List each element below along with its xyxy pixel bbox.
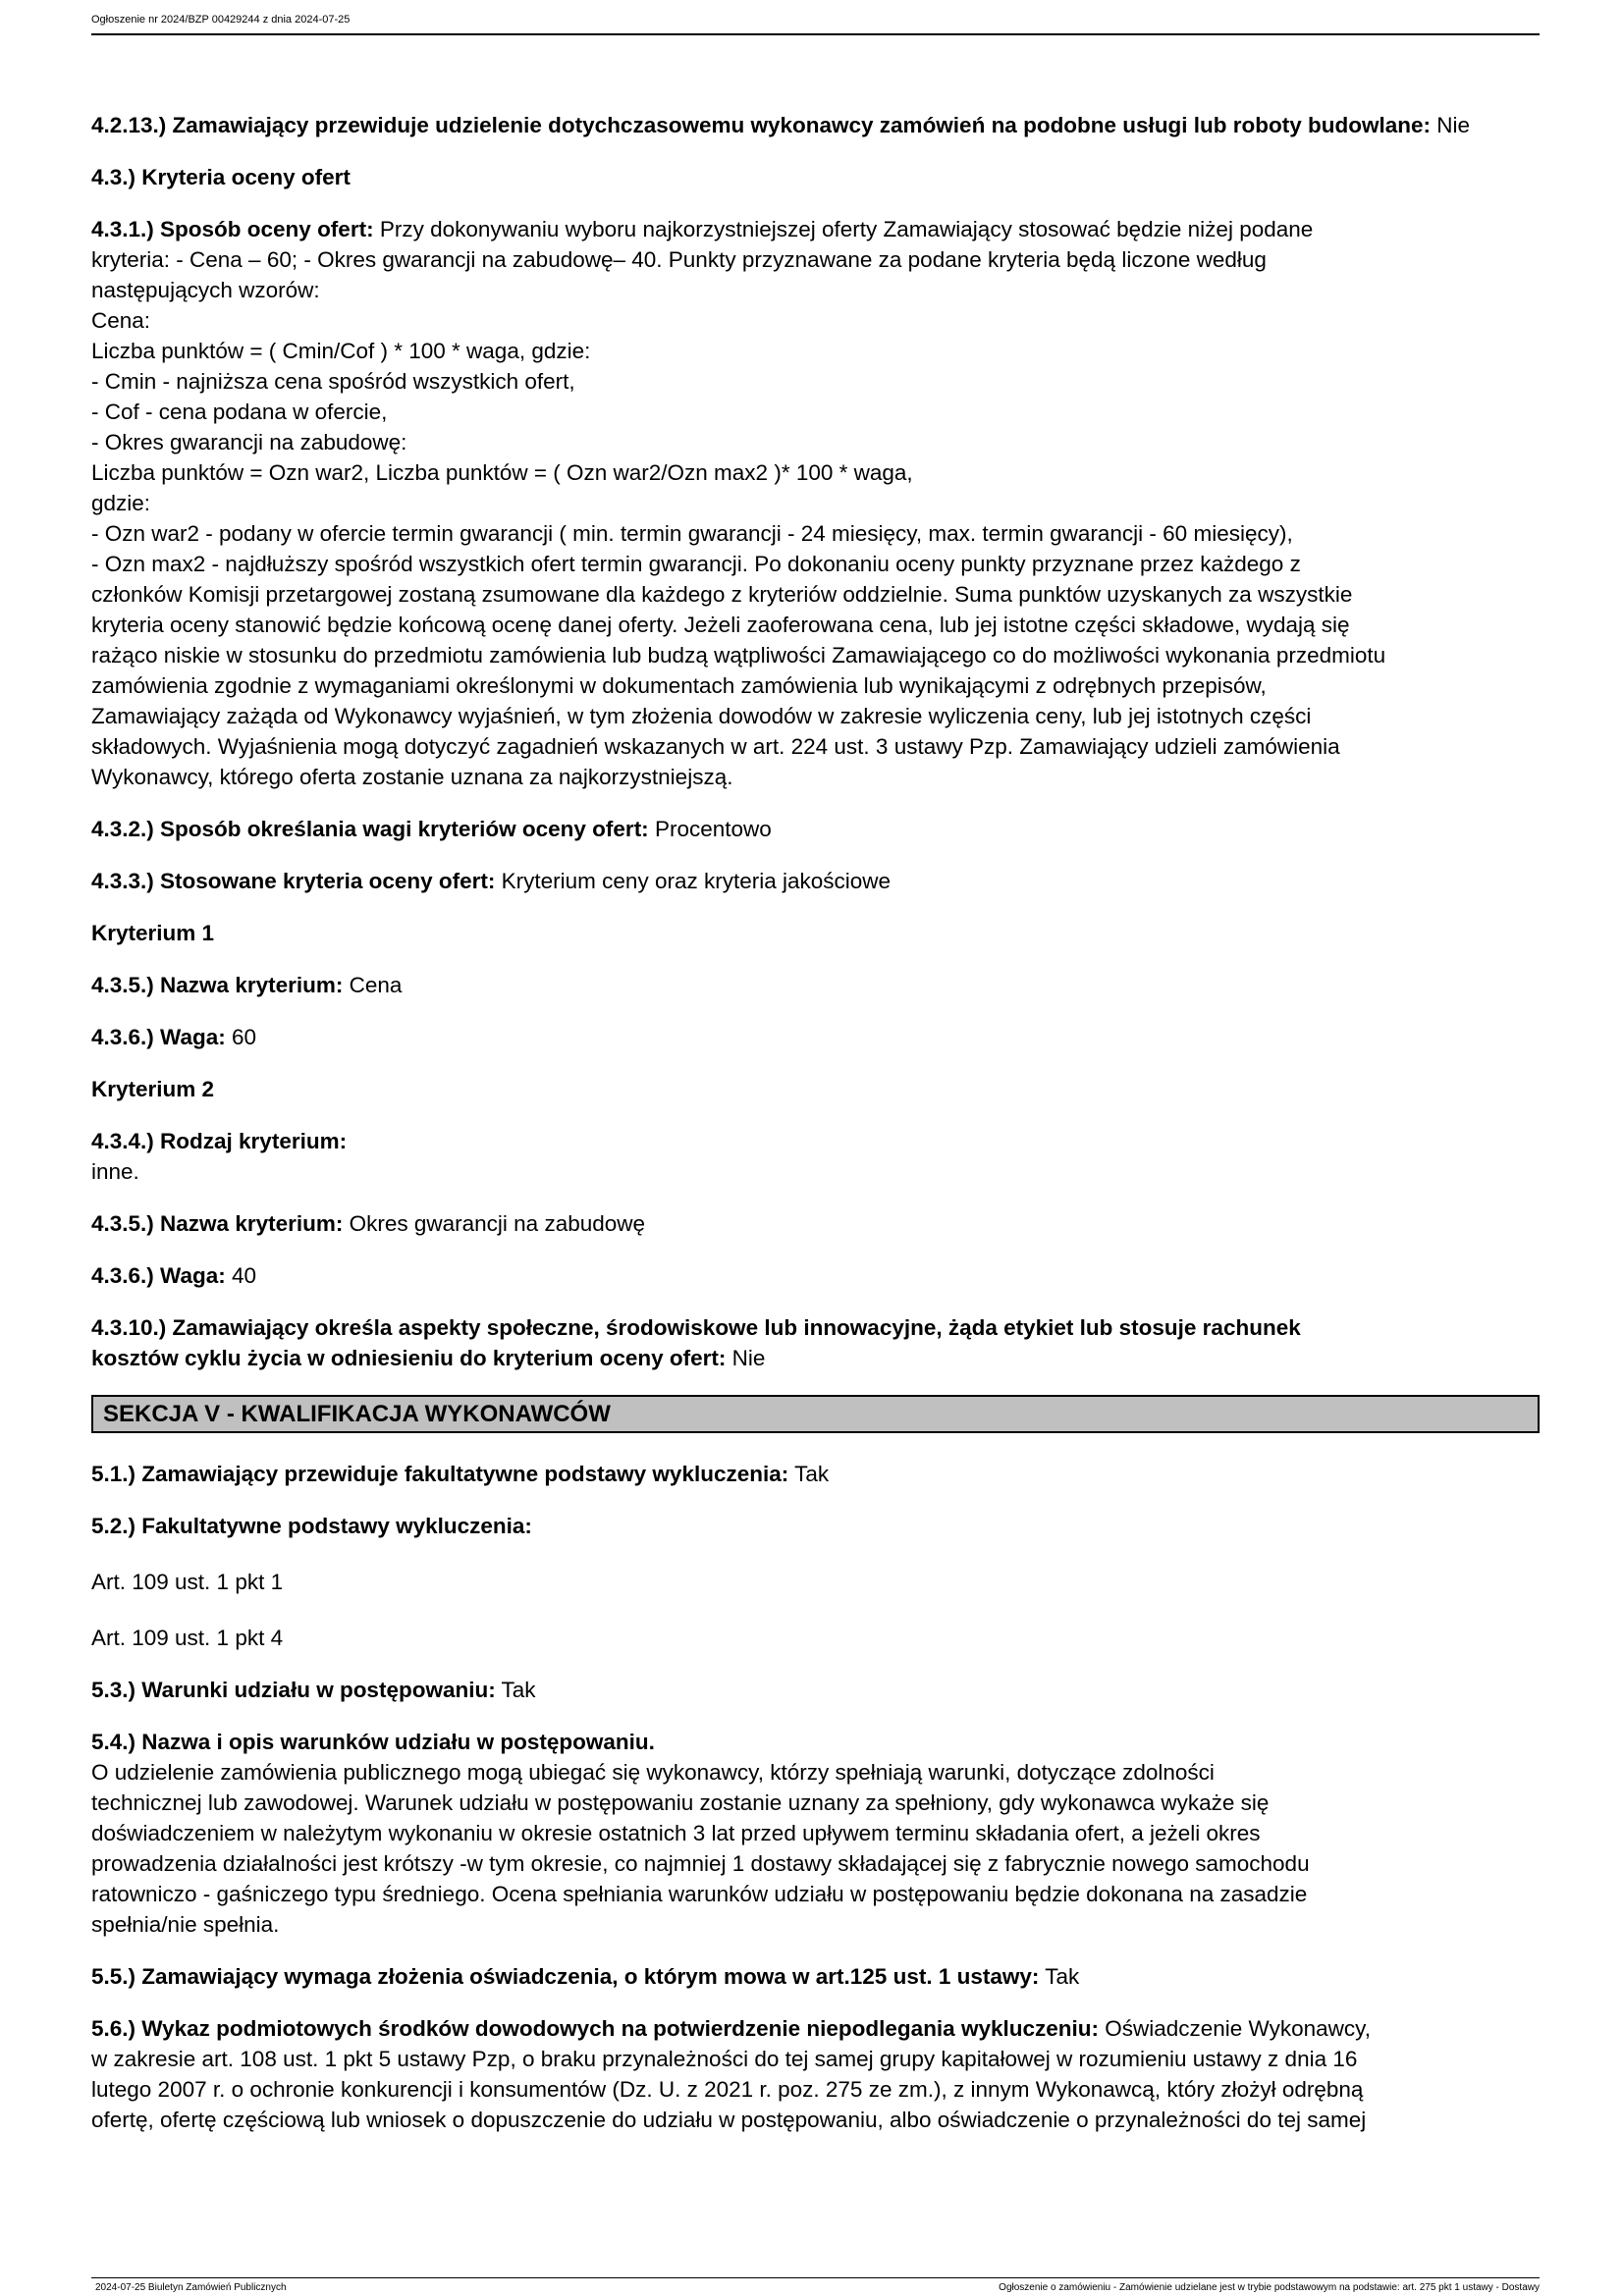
section-5-6	[91, 2013, 1540, 2135]
criterion-1-weight-label: 4.3.6.) Waga:	[91, 1025, 226, 1049]
criterion-2-name-label: 4.3.5.) Nazwa kryterium:	[91, 1211, 344, 1236]
section-v-heading: SEKCJA V - KWALIFIKACJA WYKONAWCÓW	[91, 1395, 1540, 1433]
section-4-3-1-line: kryteria oceny stanowić będzie końcową ocenę danej oferty. Jeżeli zaoferowana cena, lub jej istotne części składowe, wydają się	[91, 613, 1350, 637]
section-5-4	[91, 1727, 1540, 1940]
header-rule	[91, 33, 1540, 35]
section-4-3-1-line: składowych. Wyjaśnienia mogą dotyczyć zagadnień wskazanych w art. 224 ust. 3 ustawy Pzp. Zamawiający udzieli zamówienia	[91, 734, 1340, 759]
footer-rule	[91, 2277, 1540, 2278]
section-5-1-label: 5.1.) Zamawiający przewiduje fakultatywne podstawy wykluczenia:	[91, 1462, 789, 1486]
section-4-3-10	[91, 1312, 1540, 1373]
section-5-1	[91, 1459, 1540, 1489]
criterion-1-weight-value: 60	[225, 1025, 256, 1049]
criterion-2-weight-value: 40	[225, 1263, 256, 1288]
section-5-4-line: prowadzenia działalności jest krótszy -w tym okresie, co najmniej 1 dostawy składającej się z fabrycznie nowego samochodu	[91, 1851, 1310, 1876]
section-5-6-line: Oświadczenie Wykonawcy,	[1098, 2016, 1371, 2041]
criterion-2-type-label: 4.3.4.) Rodzaj kryterium:	[91, 1129, 348, 1153]
section-4-3-3-label: 4.3.3.) Stosowane kryteria oceny ofert:	[91, 869, 496, 893]
section-5-3-value: Tak	[495, 1678, 536, 1702]
criterion-1-name-label: 4.3.5.) Nazwa kryterium:	[91, 973, 344, 997]
section-5-3	[91, 1675, 1540, 1705]
criterion-2-name-value: Okres gwarancji na zabudowę	[343, 1211, 646, 1236]
criterion-2-weight	[91, 1260, 1540, 1291]
section-4-3-1-line: gdzie:	[91, 491, 151, 515]
section-5-6-line: ofertę, ofertę częściową lub wniosek o dopuszczenie do udziału w postępowaniu, albo oświadczenie o przynależności do tej samej	[91, 2108, 1367, 2132]
criterion-2-name	[91, 1208, 1540, 1239]
section-4-3-3	[91, 866, 1540, 896]
exclusion-ground-item: Art. 109 ust. 1 pkt 1	[91, 1570, 284, 1594]
section-5-6-line: w zakresie art. 108 ust. 1 pkt 5 ustawy Pzp, o braku przynależności do tej samej grupy kapitałowej w rozumieniu ustawy z dnia 16	[91, 2047, 1358, 2071]
section-4-3-1-line: rażąco niskie w stosunku do przedmiotu zamówienia lub budzą wątpliwości Zamawiającego co do możliwości wykonania przedmiotu	[91, 643, 1386, 667]
section-4-3-1-line: następujących wzorów:	[91, 278, 320, 302]
section-5-4-line: doświadczeniem w należytym wykonaniu w okresie ostatnich 3 lat przed upływem terminu składania ofert, a jeżeli okres	[91, 1821, 1261, 1845]
criterion-1-title: Kryterium 1	[91, 921, 215, 945]
section-4-3-heading: 4.3.) Kryteria oceny ofert	[91, 165, 351, 189]
section-4-3-1-line: - Ozn war2 - podany w ofercie termin gwarancji ( min. termin gwarancji - 24 miesięcy, max. termin gwarancji - 60 miesięcy),	[91, 521, 1293, 546]
section-4-3-1-line: Cena:	[91, 308, 151, 333]
criterion-2-title: Kryterium 2	[91, 1077, 215, 1101]
section-5-3-label: 5.3.) Warunki udziału w postępowaniu:	[91, 1678, 496, 1702]
footer-right: Ogłoszenie o zamówieniu - Zamówienie udzielane jest w trybie podstawowym na podstawie: art. 275 pkt 1 ustawy - Dostawy	[999, 2282, 1540, 2293]
section-4-3-1	[91, 214, 1540, 792]
section-5-4-line: ratowniczo - gaśniczego typu średniego. Ocena spełniania warunków udziału w postępowaniu będzie dokonana na zasadzie	[91, 1882, 1308, 1906]
section-4-3-1-line: Liczba punktów = Ozn war2, Liczba punktów = ( Ozn war2/Ozn max2 )* 100 * waga,	[91, 460, 913, 485]
section-4-3-3-value: Kryterium ceny oraz kryteria jakościowe	[495, 869, 892, 893]
section-4-3-1-line: Zamawiający zażąda od Wykonawcy wyjaśnień, w tym złożenia dowodów w zakresie wyliczenia ceny, lub jej istotnych części	[91, 704, 1312, 728]
section-4-2-13	[91, 110, 1540, 140]
section-5-4-label: 5.4.) Nazwa i opis warunków udziału w postępowaniu.	[91, 1730, 655, 1754]
criterion-2-weight-label: 4.3.6.) Waga:	[91, 1263, 226, 1288]
section-4-3-1-line: - Cmin - najniższa cena spośród wszystkich ofert,	[91, 369, 575, 394]
document-body	[91, 110, 1540, 2157]
criterion-2-type-value: inne.	[91, 1159, 139, 1184]
page-header: Ogłoszenie nr 2024/BZP 00429244 z dnia 2024-07-25	[91, 14, 351, 26]
section-5-6-line: lutego 2007 r. o ochronie konkurencji i konsumentów (Dz. U. z 2021 r. poz. 275 ze zm.), z innym Wykonawcą, który złożył odrębną	[91, 2077, 1364, 2102]
section-5-2-label: 5.2.) Fakultatywne podstawy wykluczenia:	[91, 1514, 532, 1538]
section-5-4-line: technicznej lub zawodowej. Warunek udziału w postępowaniu zostanie uznany za spełniony, gdy wykonawca wykaże się	[91, 1790, 1270, 1815]
criterion-1-name-value: Cena	[343, 973, 403, 997]
criterion-1-name	[91, 970, 1540, 1000]
section-5-5-label: 5.5.) Zamawiający wymaga złożenia oświadczenia, o którym mowa w art.125 ust. 1 ustawy:	[91, 1964, 1040, 1989]
section-4-3-1-line: - Cof - cena podana w ofercie,	[91, 400, 388, 424]
section-5-6-label: 5.6.) Wykaz podmiotowych środków dowodowych na potwierdzenie niepodlegania wykluczeniu:	[91, 2016, 1099, 2041]
section-5-5-value: Tak	[1039, 1964, 1080, 1989]
section-4-3-10-value: Nie	[726, 1346, 766, 1370]
criterion-1-weight	[91, 1022, 1540, 1052]
footer-left: 2024-07-25 Biuletyn Zamówień Publicznych	[95, 2282, 287, 2293]
section-4-3-2	[91, 814, 1540, 844]
section-4-3-2-value: Procentowo	[648, 817, 772, 841]
section-4-2-13-value: Nie	[1431, 113, 1471, 137]
section-4-3-2-label: 4.3.2.) Sposób określania wagi kryteriów oceny ofert:	[91, 817, 649, 841]
section-4-3-1-label: 4.3.1.) Sposób oceny ofert:	[91, 217, 374, 241]
section-5-4-line: O udzielenie zamówienia publicznego mogą ubiegać się wykonawcy, którzy spełniają warunki, dotyczące zdolności	[91, 1760, 1215, 1785]
section-5-1-value: Tak	[788, 1462, 830, 1486]
section-4-2-13-label: 4.2.13.) Zamawiający przewiduje udzielenie dotychczasowemu wykonawcy zamówień na podobne usługi lub roboty budowlane:	[91, 113, 1432, 137]
exclusion-ground-item: Art. 109 ust. 1 pkt 4	[91, 1626, 284, 1650]
section-4-3-10-label: 4.3.10.) Zamawiający określa aspekty społeczne, środowiskowe lub innowacyjne, żąda etykiet lub stosuje rachunek	[91, 1315, 1301, 1340]
section-4-3-1-line: członków Komisji przetargowej zostaną zsumowane dla każdego z kryteriów oddzielnie. Suma punktów uzyskanych za wszystkie	[91, 582, 1353, 607]
section-4-3-1-line: - Ozn max2 - najdłuższy spośród wszystkich ofert termin gwarancji. Po dokonaniu oceny punkty przyznane przez każdego z	[91, 552, 1301, 576]
section-4-3-1-line: Wykonawcy, którego oferta zostanie uznana za najkorzystniejszą.	[91, 765, 733, 789]
section-5-4-line: spełnia/nie spełnia.	[91, 1912, 280, 1937]
section-4-3-1-line: Przy dokonywaniu wyboru najkorzystniejszej oferty Zamawiający stosować będzie niżej podane	[373, 217, 1314, 241]
section-4-3-1-line: - Okres gwarancji na zabudowę:	[91, 430, 407, 454]
section-4-3-1-line: zamówienia zgodnie z wymaganiami określonymi w dokumentach zamówienia lub wynikającymi z odrębnych przepisów,	[91, 673, 1267, 698]
section-4-3-1-line: Liczba punktów = ( Cmin/Cof ) * 100 * waga, gdzie:	[91, 339, 591, 363]
section-4-3-1-line: kryteria: - Cena – 60; - Okres gwarancji na zabudowę– 40. Punkty przyznawane za podane kryteria będą liczone według	[91, 247, 1267, 272]
criterion-2-type	[91, 1126, 1540, 1187]
section-4-3-10-label: kosztów cyklu życia w odniesieniu do kryterium oceny ofert:	[91, 1346, 727, 1370]
section-5-5	[91, 1961, 1540, 1992]
